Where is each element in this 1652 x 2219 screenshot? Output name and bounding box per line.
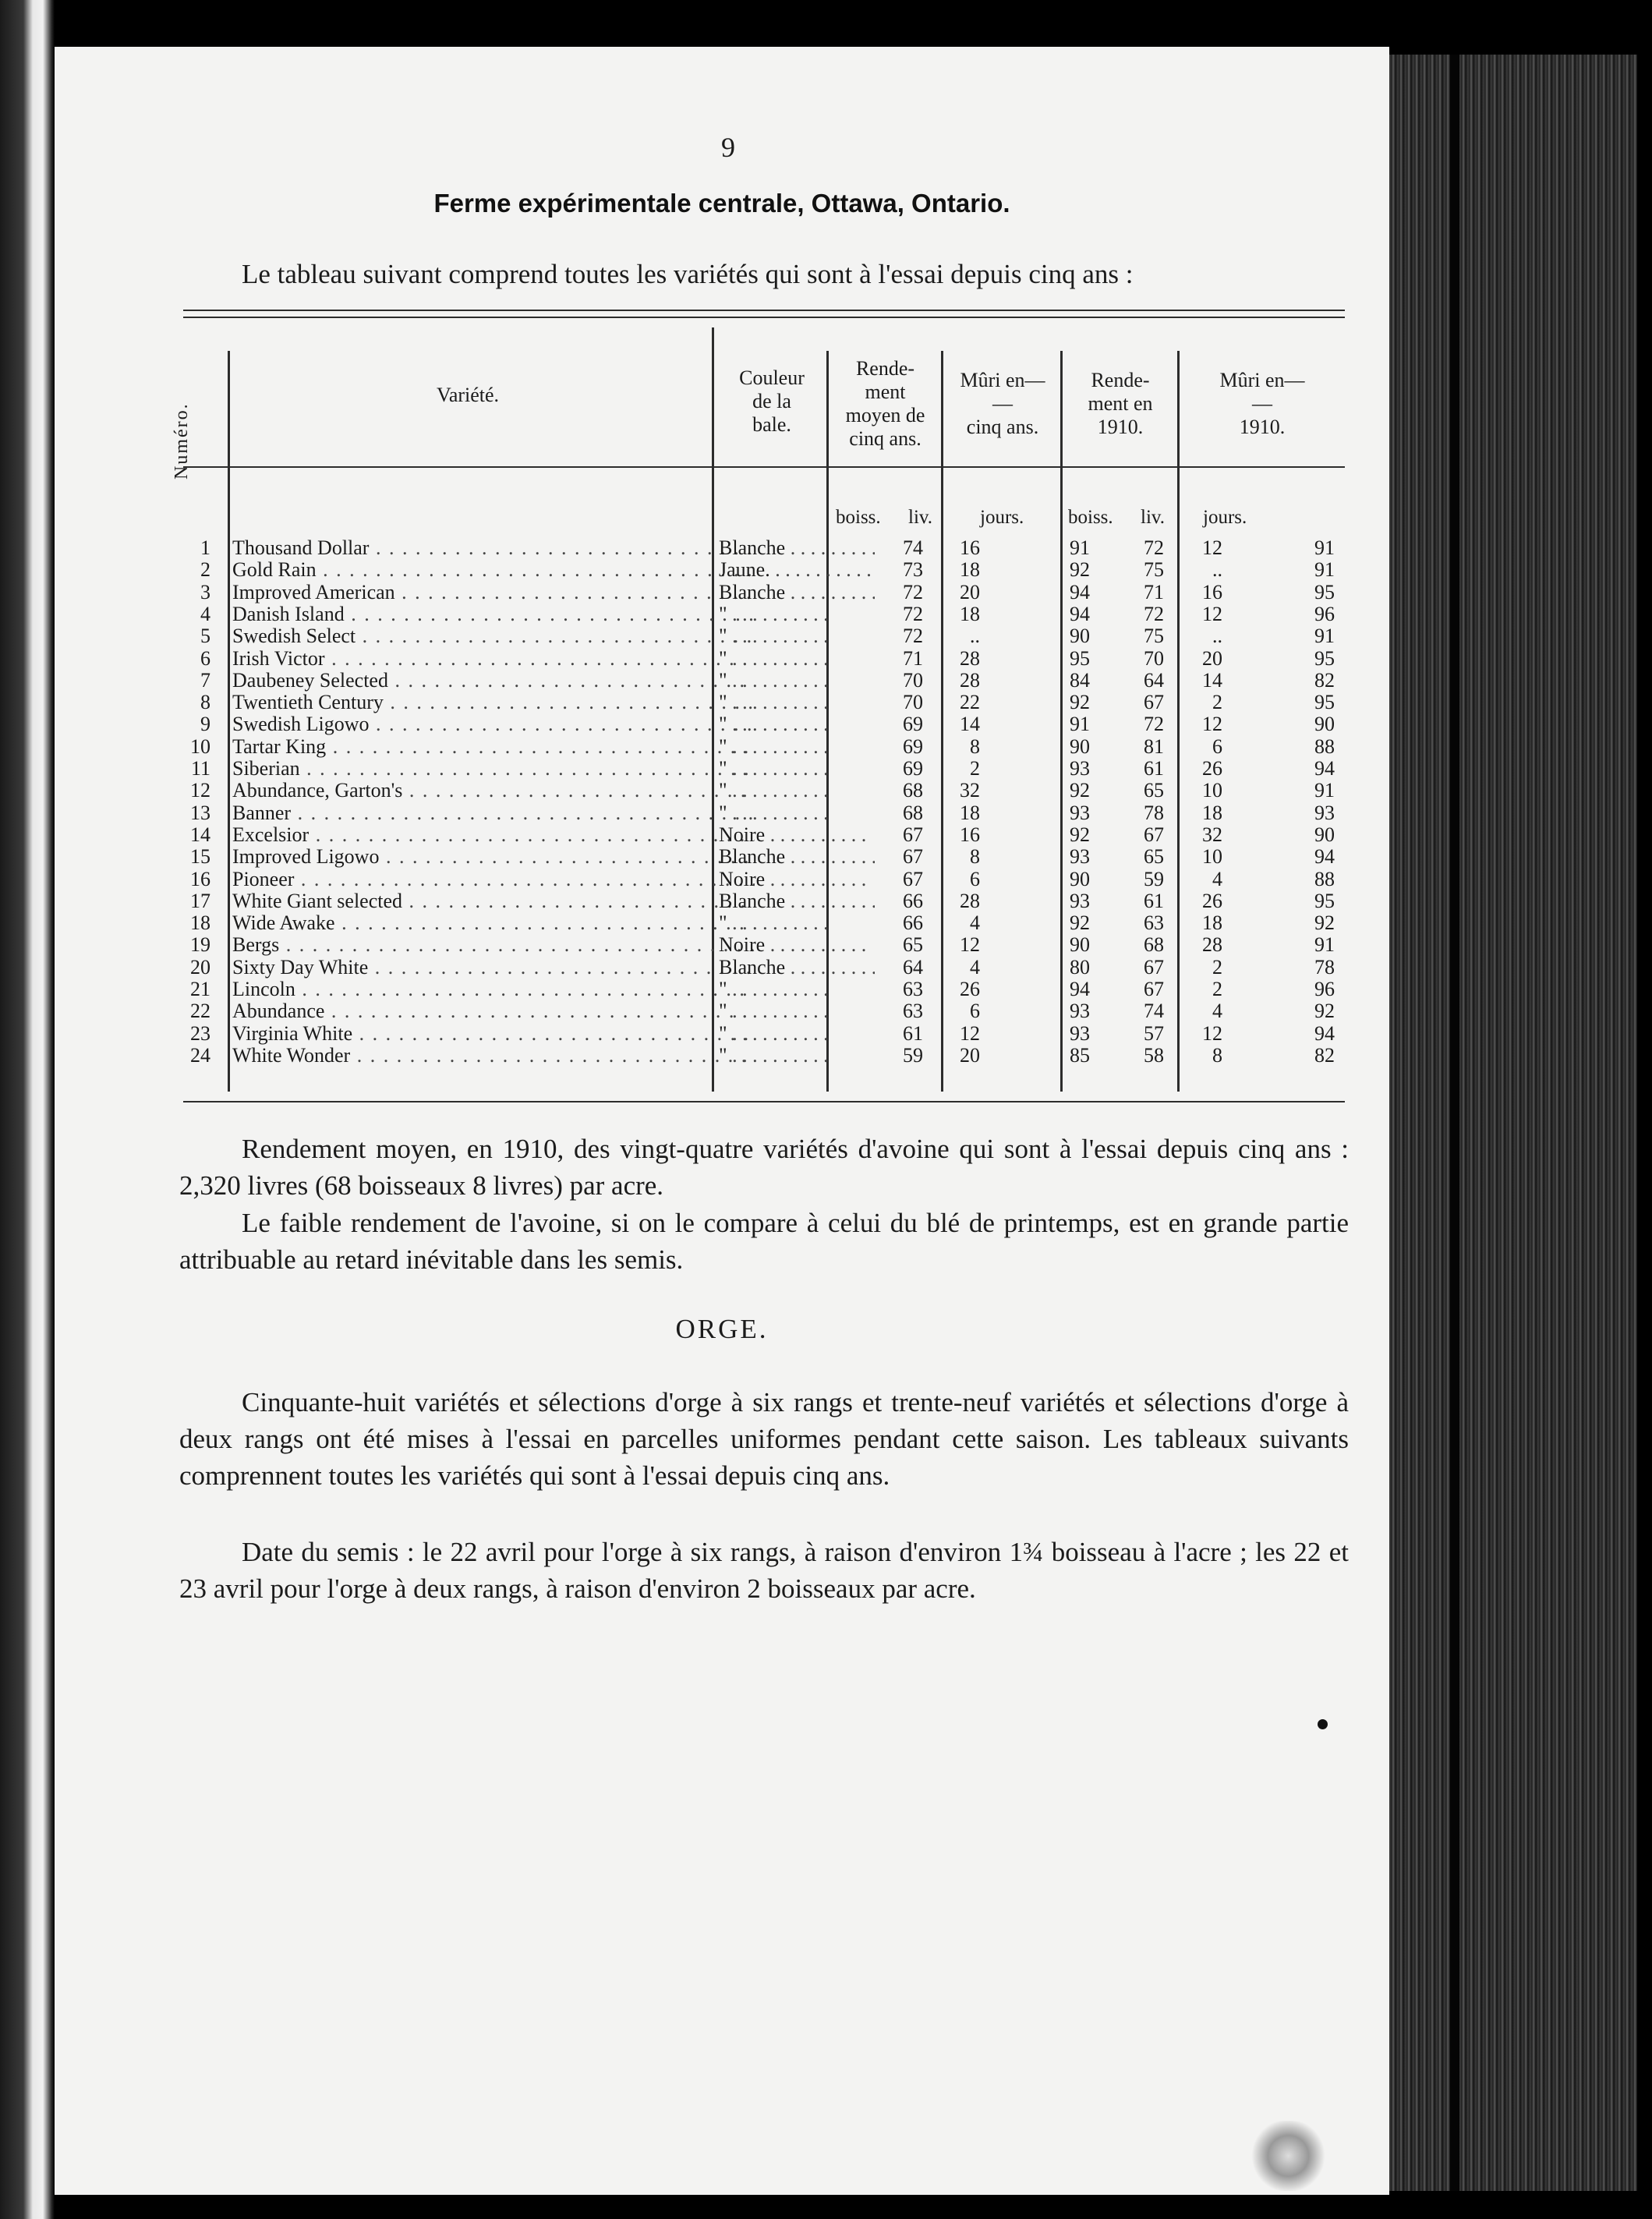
cell-j5: 90 (1070, 933, 1090, 957)
cell-l10: 18 (1202, 911, 1222, 935)
cell-l5: 14 (960, 713, 980, 736)
cell-variete: Tartar King . . . (232, 735, 755, 758)
cell-couleur: " . . . (719, 647, 875, 670)
cell-l5: 26 (960, 978, 980, 1000)
cell-b5: 68 (903, 779, 923, 802)
cell-j5: 90 (1070, 867, 1090, 890)
cell-couleur: " . . . (719, 757, 875, 780)
cell-variete: Bergs . . . (232, 933, 755, 956)
unit-liv-5: liv. (908, 507, 933, 528)
header-numero: Numéro. (172, 402, 192, 480)
page-heading: Ferme expérimentale centrale, Ottawa, Ontario. (433, 189, 1010, 218)
table-row (55, 1022, 1389, 1045)
cell-j10: 96 (1314, 602, 1335, 625)
cell-j5: 93 (1070, 757, 1090, 780)
table-row (55, 956, 1389, 979)
cell-b5: 71 (903, 646, 923, 670)
cell-couleur: Noire . . . (719, 868, 875, 890)
cell-b10: 72 (1144, 602, 1164, 625)
cell-j5: 85 (1070, 1043, 1090, 1067)
unit-liv-10: liv. (1141, 507, 1166, 528)
cell-num: 6 (200, 646, 210, 670)
cell-num: 18 (190, 911, 210, 935)
cell-b5: 66 (903, 911, 923, 935)
cell-b5: 69 (903, 734, 923, 758)
cell-l10: 2 (1212, 691, 1222, 714)
cell-b10: 59 (1144, 867, 1164, 890)
cell-l5: 18 (960, 558, 980, 582)
cell-j5: 93 (1070, 1000, 1090, 1023)
cell-num: 7 (200, 668, 210, 692)
cell-j10: 92 (1314, 1000, 1335, 1023)
scan-smudge (1251, 2121, 1325, 2191)
cell-b5: 67 (903, 823, 923, 846)
table-row (55, 536, 1389, 559)
cell-num: 10 (190, 734, 210, 758)
cell-j10: 94 (1314, 1021, 1335, 1045)
cell-b5: 65 (903, 933, 923, 957)
cell-b10: 65 (1144, 845, 1164, 869)
cell-num: 9 (200, 713, 210, 736)
cell-l10: 18 (1202, 801, 1222, 824)
cell-num: 15 (190, 845, 210, 869)
cell-j10: 95 (1314, 580, 1335, 603)
cell-num: 4 (200, 602, 210, 625)
cell-num: 22 (190, 1000, 210, 1023)
cell-l10: 10 (1202, 845, 1222, 869)
cell-l5: 12 (960, 1021, 980, 1045)
cell-j5: 93 (1070, 1021, 1090, 1045)
cell-l5: 6 (970, 1000, 980, 1023)
cell-b10: 65 (1144, 779, 1164, 802)
cell-num: 23 (190, 1021, 210, 1045)
cell-j10: 91 (1314, 779, 1335, 802)
cell-b5: 64 (903, 955, 923, 979)
table-row (55, 735, 1389, 758)
table-row (55, 911, 1389, 934)
cell-b10: 63 (1144, 911, 1164, 935)
cell-j5: 92 (1070, 911, 1090, 935)
cell-b10: 78 (1144, 801, 1164, 824)
cell-b10: 74 (1144, 1000, 1164, 1023)
cell-num: 11 (190, 757, 210, 780)
cell-num: 12 (190, 779, 210, 802)
table-row (55, 669, 1389, 692)
cell-num: 20 (190, 955, 210, 979)
cell-l10: 14 (1202, 668, 1222, 692)
cell-b5: 61 (903, 1021, 923, 1045)
table-row (55, 713, 1389, 735)
cell-b10: 67 (1144, 691, 1164, 714)
cell-b5: 63 (903, 978, 923, 1000)
table-row (55, 933, 1389, 956)
unit-boiss-10: boiss. (1068, 507, 1113, 528)
cell-b10: 81 (1144, 734, 1164, 758)
header-rendement-1910: Rende- ment en 1910. (1088, 369, 1153, 438)
table-bottom-rule (183, 1101, 1345, 1102)
cell-num: 21 (190, 978, 210, 1000)
cell-l5: 8 (970, 845, 980, 869)
cell-variete: Twentieth Century . . . (232, 691, 755, 713)
cell-variete: Wide Awake . . . (232, 911, 755, 934)
cell-b5: 67 (903, 845, 923, 869)
cell-variete: Lincoln . . . (232, 978, 755, 1000)
cell-l10: 10 (1202, 779, 1222, 802)
cell-l5: .. (970, 625, 980, 648)
cell-b5: 74 (903, 536, 923, 559)
cell-j10: 78 (1314, 955, 1335, 979)
table-row (55, 647, 1389, 670)
cell-j10: 95 (1314, 889, 1335, 912)
table-row (55, 1044, 1389, 1067)
cell-j5: 94 (1070, 602, 1090, 625)
paragraph-orge-varietes: Cinquante-huit variétés et sélections d'orge à six rangs et trente-neuf variétés et sélections d'orge à deux rangs ont été mises à l'essai en parcelles uniformes pendant cette saison. Les tableaux suivants comprennent toutes les variétés qui sont à l'essai depuis cinq ans. (179, 1387, 1349, 1491)
cell-j5: 93 (1070, 801, 1090, 824)
cell-l5: 20 (960, 1043, 980, 1067)
cell-variete: Banner . . . (232, 802, 755, 824)
cell-j10: 93 (1314, 801, 1335, 824)
cell-b5: 72 (903, 625, 923, 648)
cell-couleur: " . . . (719, 978, 875, 1000)
unit-jours-10: jours. (1203, 507, 1247, 528)
cell-l5: 18 (960, 801, 980, 824)
cell-num: 5 (200, 625, 210, 648)
cell-b10: 61 (1144, 889, 1164, 912)
cell-b5: 70 (903, 691, 923, 714)
cell-num: 8 (200, 691, 210, 714)
cell-j5: 92 (1070, 823, 1090, 846)
cell-couleur: " . . . (719, 625, 875, 647)
cell-l10: .. (1212, 625, 1222, 648)
cell-l5: 28 (960, 646, 980, 670)
adjacent-page-edge (0, 0, 55, 2219)
table-row (55, 603, 1389, 625)
cell-couleur: " . . . (719, 779, 875, 802)
cell-l10: .. (1212, 558, 1222, 582)
cell-j5: 92 (1070, 779, 1090, 802)
cell-l5: 16 (960, 823, 980, 846)
cell-variete: Siberian . . . (232, 757, 755, 780)
cell-l5: 8 (970, 734, 980, 758)
cell-couleur: Blanche . . . (719, 845, 875, 868)
book-page-edges (1388, 55, 1637, 2191)
cell-l10: 20 (1202, 646, 1222, 670)
table-row (55, 890, 1389, 912)
cell-j5: 95 (1070, 646, 1090, 670)
cell-num: 13 (190, 801, 210, 824)
cell-j5: 94 (1070, 978, 1090, 1000)
table-row (55, 802, 1389, 824)
ink-dot (1318, 1719, 1328, 1729)
document-page (55, 47, 1389, 2195)
cell-couleur: " . . . (719, 802, 875, 824)
cell-b10: 67 (1144, 823, 1164, 846)
cell-j10: 90 (1314, 823, 1335, 846)
cell-l10: 4 (1212, 867, 1222, 890)
cell-couleur: " . . . (719, 691, 875, 713)
table-header-rule (183, 466, 1345, 468)
section-title-orge: ORGE. (675, 1314, 769, 1344)
cell-l5: 28 (960, 889, 980, 912)
cell-num: 24 (190, 1043, 210, 1067)
cell-j5: 92 (1070, 558, 1090, 582)
paragraph-date-semis: Date du semis : le 22 avril pour l'orge à six rangs, à raison d'environ 1¾ boisseau à l'acre ; les 22 et 23 avril pour l'orge à deux rangs, à raison d'environ 2 boisseaux par acre. (179, 1537, 1349, 1604)
paragraph-faible-rendement: Le faible rendement de l'avoine, si on le compare à celui du blé de printemps, est en grande partie attribuable au retard inévitable dans les semis. (179, 1208, 1349, 1275)
cell-b5: 70 (903, 668, 923, 692)
cell-l10: 28 (1202, 933, 1222, 957)
cell-couleur: " . . . (719, 713, 875, 735)
page-number: 9 (721, 132, 735, 163)
cell-j5: 80 (1070, 955, 1090, 979)
cell-variete: Sixty Day White . . . (232, 956, 755, 979)
header-rendement-cinq-ans: Rende- ment moyen de cinq ans. (845, 357, 925, 450)
cell-l10: 12 (1202, 1021, 1222, 1045)
table-row (55, 625, 1389, 647)
table-row (55, 757, 1389, 780)
cell-b5: 63 (903, 1000, 923, 1023)
cell-j10: 94 (1314, 845, 1335, 869)
cell-l5: 6 (970, 867, 980, 890)
cell-couleur: Blanche . . . (719, 536, 875, 559)
header-couleur: Couleur de la bale. (739, 366, 805, 436)
cell-variete: Virginia White . . . (232, 1022, 755, 1045)
header-muri-cinq-ans: Mûri en— — cinq ans. (960, 369, 1045, 438)
cell-b10: 67 (1144, 955, 1164, 979)
cell-j5: 84 (1070, 668, 1090, 692)
cell-b10: 57 (1144, 1021, 1164, 1045)
cell-variete: Improved American . . . (232, 581, 755, 603)
cell-variete: Swedish Ligowo . . . (232, 713, 755, 735)
cell-j10: 82 (1314, 668, 1335, 692)
table-top-rule (183, 310, 1345, 311)
cell-l10: 12 (1202, 536, 1222, 559)
cell-b10: 61 (1144, 757, 1164, 780)
cell-num: 17 (190, 889, 210, 912)
cell-l10: 2 (1212, 978, 1222, 1000)
cell-num: 3 (200, 580, 210, 603)
cell-j5: 90 (1070, 734, 1090, 758)
header-muri-1910: Mûri en— — 1910. (1219, 369, 1305, 438)
cell-couleur: Blanche . . . (719, 581, 875, 603)
cell-num: 16 (190, 867, 210, 890)
cell-b10: 72 (1144, 536, 1164, 559)
cell-num: 1 (200, 536, 210, 559)
cell-b5: 59 (903, 1043, 923, 1067)
cell-j10: 91 (1314, 625, 1335, 648)
cell-j10: 90 (1314, 713, 1335, 736)
cell-variete: White Giant selected . . . (232, 890, 755, 912)
cell-l10: 8 (1212, 1043, 1222, 1067)
cell-variete: Improved Ligowo . . . (232, 845, 755, 868)
cell-b10: 67 (1144, 978, 1164, 1000)
cell-l10: 12 (1202, 713, 1222, 736)
unit-boiss-5: boiss. (836, 507, 881, 528)
cell-l5: 2 (970, 757, 980, 780)
cell-variete: Abundance, Garton's . . . (232, 779, 755, 802)
cell-j5: 94 (1070, 580, 1090, 603)
cell-variete: Pioneer . . . (232, 868, 755, 890)
table-row (55, 823, 1389, 846)
cell-variete: Danish Island . . . (232, 603, 755, 625)
cell-b10: 71 (1144, 580, 1164, 603)
cell-l5: 16 (960, 536, 980, 559)
cell-couleur: Jaune. . . . (719, 558, 875, 581)
cell-j5: 90 (1070, 625, 1090, 648)
cell-j5: 93 (1070, 889, 1090, 912)
cell-l5: 20 (960, 580, 980, 603)
cell-couleur: Blanche . . . (719, 956, 875, 979)
cell-num: 2 (200, 558, 210, 582)
cell-b10: 75 (1144, 625, 1164, 648)
cell-couleur: Blanche . . . (719, 890, 875, 912)
cell-l10: 2 (1212, 955, 1222, 979)
cell-couleur: " . . . (719, 1022, 875, 1045)
cell-j10: 88 (1314, 867, 1335, 890)
cell-couleur: " . . . (719, 1044, 875, 1067)
cell-b10: 70 (1144, 646, 1164, 670)
table-row (55, 845, 1389, 868)
cell-variete: Thousand Dollar . . . (232, 536, 755, 559)
cell-couleur: " . . . (719, 669, 875, 692)
cell-variete: Daubeney Selected . . . (232, 669, 755, 692)
cell-couleur: " . . . (719, 911, 875, 934)
intro-text: Le tableau suivant comprend toutes les variétés qui sont à l'essai depuis cinq ans : (242, 259, 1134, 289)
cell-j10: 91 (1314, 558, 1335, 582)
cell-l10: 26 (1202, 889, 1222, 912)
cell-variete: Swedish Select . . . (232, 625, 755, 647)
cell-b10: 64 (1144, 668, 1164, 692)
cell-l5: 4 (970, 911, 980, 935)
table-row (55, 868, 1389, 890)
cell-j10: 95 (1314, 646, 1335, 670)
cell-l5: 22 (960, 691, 980, 714)
cell-couleur: " . . . (719, 1000, 875, 1022)
cell-j10: 88 (1314, 734, 1335, 758)
cell-l10: 12 (1202, 602, 1222, 625)
cell-l5: 4 (970, 955, 980, 979)
cell-l10: 32 (1202, 823, 1222, 846)
cell-b5: 69 (903, 713, 923, 736)
table-row (55, 558, 1389, 581)
cell-l10: 4 (1212, 1000, 1222, 1023)
cell-b10: 72 (1144, 713, 1164, 736)
cell-variete: Excelsior . . . (232, 823, 755, 846)
cell-b5: 68 (903, 801, 923, 824)
cell-j5: 91 (1070, 536, 1090, 559)
cell-l10: 16 (1202, 580, 1222, 603)
cell-variete: Abundance . . . (232, 1000, 755, 1022)
cell-variete: White Wonder . . . (232, 1044, 755, 1067)
cell-l5: 32 (960, 779, 980, 802)
cell-b10: 68 (1144, 933, 1164, 957)
cell-l5: 12 (960, 933, 980, 957)
table-row (55, 691, 1389, 713)
cell-l10: 26 (1202, 757, 1222, 780)
cell-l5: 18 (960, 602, 980, 625)
cell-couleur: " . . . (719, 603, 875, 625)
table-row (55, 581, 1389, 603)
cell-j10: 91 (1314, 933, 1335, 957)
cell-variete: Gold Rain . . . (232, 558, 755, 581)
cell-variete: Irish Victor . . . (232, 647, 755, 670)
table-top-rule-2 (183, 317, 1345, 318)
cell-b5: 72 (903, 580, 923, 603)
cell-b5: 66 (903, 889, 923, 912)
cell-j10: 91 (1314, 536, 1335, 559)
cell-num: 19 (190, 933, 210, 957)
cell-couleur: Noire . . . (719, 933, 875, 956)
cell-j10: 96 (1314, 978, 1335, 1000)
cell-l5: 28 (960, 668, 980, 692)
cell-b10: 75 (1144, 558, 1164, 582)
cell-b5: 67 (903, 867, 923, 890)
cell-couleur: Noire . . . (719, 823, 875, 846)
cell-j10: 82 (1314, 1043, 1335, 1067)
cell-j5: 93 (1070, 845, 1090, 869)
table-row (55, 779, 1389, 802)
cell-num: 14 (190, 823, 210, 846)
unit-jours-5: jours. (980, 507, 1024, 528)
table-row (55, 1000, 1389, 1022)
table-row (55, 978, 1389, 1000)
cell-b10: 58 (1144, 1043, 1164, 1067)
cell-l10: 6 (1212, 734, 1222, 758)
cell-j5: 91 (1070, 713, 1090, 736)
cell-j10: 92 (1314, 911, 1335, 935)
cell-b5: 69 (903, 757, 923, 780)
cell-b5: 73 (903, 558, 923, 582)
cell-j5: 92 (1070, 691, 1090, 714)
cell-j10: 95 (1314, 691, 1335, 714)
cell-b5: 72 (903, 602, 923, 625)
header-variete: Variété. (436, 384, 500, 406)
paragraph-rendement-moyen: Rendement moyen, en 1910, des vingt-quatre variétés d'avoine qui sont à l'essai depuis cinq ans : 2,320 livres (68 boisseaux 8 livres) par acre. (179, 1134, 1349, 1201)
cell-couleur: " . . . (719, 735, 875, 758)
cell-j10: 94 (1314, 757, 1335, 780)
